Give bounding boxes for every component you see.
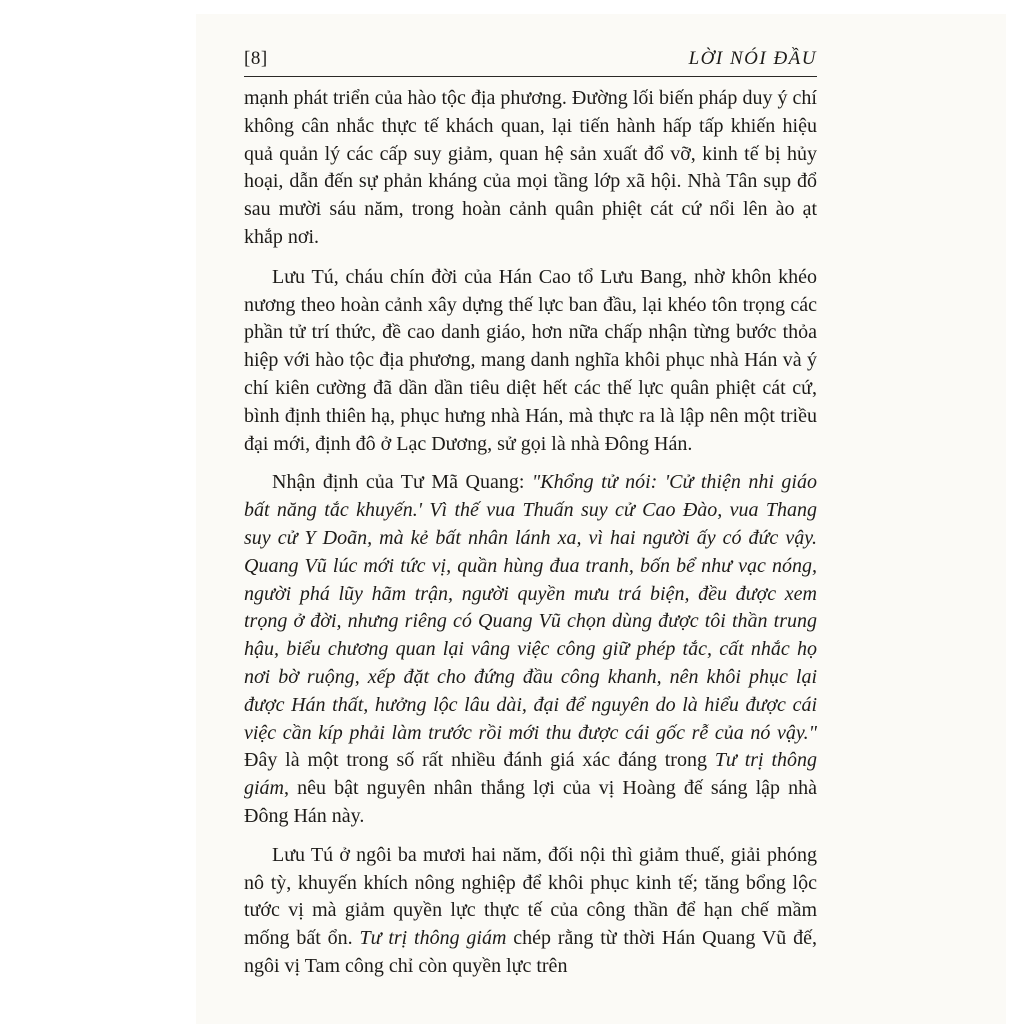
chapter-title: LỜI NÓI ĐẦU — [688, 48, 817, 69]
paragraph-2: Lưu Tú, cháu chín đời của Hán Cao tổ Lưu Bang, nhờ khôn khéo nương theo hoàn cảnh xây dựng thế lực ban đầu, lại khéo tôn trọng các phần tử trí thức, đề cao danh giáo, hơn nữa chấp nhận từng bước thỏa hiệp với hào tộc địa phương, mang danh nghĩa khôi phục nhà Hán và ý chí kiên cường đã dần dần tiêu diệt hết các thế lực quân phiệt cát cứ, bình định thiên hạ, phục hưng nhà Hán, mà thực ra là lập nên một triều đại mới, định đô ở Lạc Dương, sử gọi là nhà Đông Hán. — [244, 265, 817, 455]
book-title-reference: Tư trị thông giám — [244, 749, 818, 800]
page-number: [8] — [244, 48, 268, 69]
paragraph-3 — [244, 469, 817, 830]
paragraph-1: mạnh phát triển của hào tộc địa phương. Đường lối biến pháp duy ý chí không cân nhắc thực tế khách quan, lại tiến hành hấp tấp khiến hiệu quả quản lý các cấp suy giảm, quan hệ sản xuất đổ vỡ, kinh tế bị hủy hoại, dẫn đến sự phản kháng của mọi tầng lớp xã hội. Nhà Tân sụp đổ sau mười sáu năm, trong hoàn cảnh quân phiệt cát cứ nổi lên ào ạt khắp nơi. — [244, 87, 817, 248]
paragraph-4-lead: Lưu Tú ở ngôi ba mươi hai năm, đối nội thì giảm thuế, giải phóng nô tỳ, khuyến khích nông nghiệp để khôi phục kinh tế; tăng bổng lộc tước vị mà giảm quyền lực thực tế của công thần để hạn chế mầm mống bất ổn. — [244, 843, 817, 950]
paragraph-3-quote: "Khổng tử nói: 'Cử thiện nhi giáo bất năng tắc khuyến.' Vì thế vua Thuấn suy cử Cao Đào, vua Thang suy cử Y Doãn, mà kẻ bất nhân lánh xa, vì hai người ấy có đức vậy. Quang Vũ lúc mới tức vị, quần hùng đua tranh, bốn bể như vạc nóng, người phá lũy hãm trận, người quyền mưu trá biện, đều được xem trọng ở đời, nhưng riêng có Quang Vũ chọn dùng được tôi thần trung hậu, biểu chương quan lại vâng việc công giữ phép tắc, cất nhắc họ nơi bờ ruộng, xếp đặt cho đứng đầu công khanh, nên khôi phục lại được Hán thất, hưởng lộc lâu dài, đại để nguyên do là hiểu được cái việc cần kíp phải làm trước rồi mới thu được cái gốc rễ của nó vậy." — [244, 471, 817, 744]
paragraph-4-tail: chép rằng từ thời Hán Quang Vũ đế, ngôi vị Tam công chỉ còn quyền lực trên — [244, 927, 818, 977]
paragraph-3-tail: , nêu bật nguyên nhân thắng lợi của vị Hoàng đế sáng lập nhà Đông Hán này. — [244, 777, 817, 827]
paragraph-3-lead: Nhận định của Tư Mã Quang: — [272, 471, 532, 494]
paragraph-4 — [244, 842, 817, 981]
running-header — [244, 48, 817, 77]
page-body — [244, 85, 817, 992]
book-title-reference: Tư trị thông giám — [359, 927, 507, 950]
paragraph-3-middle: Đây là một trong số rất nhiều đánh giá xác đáng trong — [244, 749, 715, 772]
